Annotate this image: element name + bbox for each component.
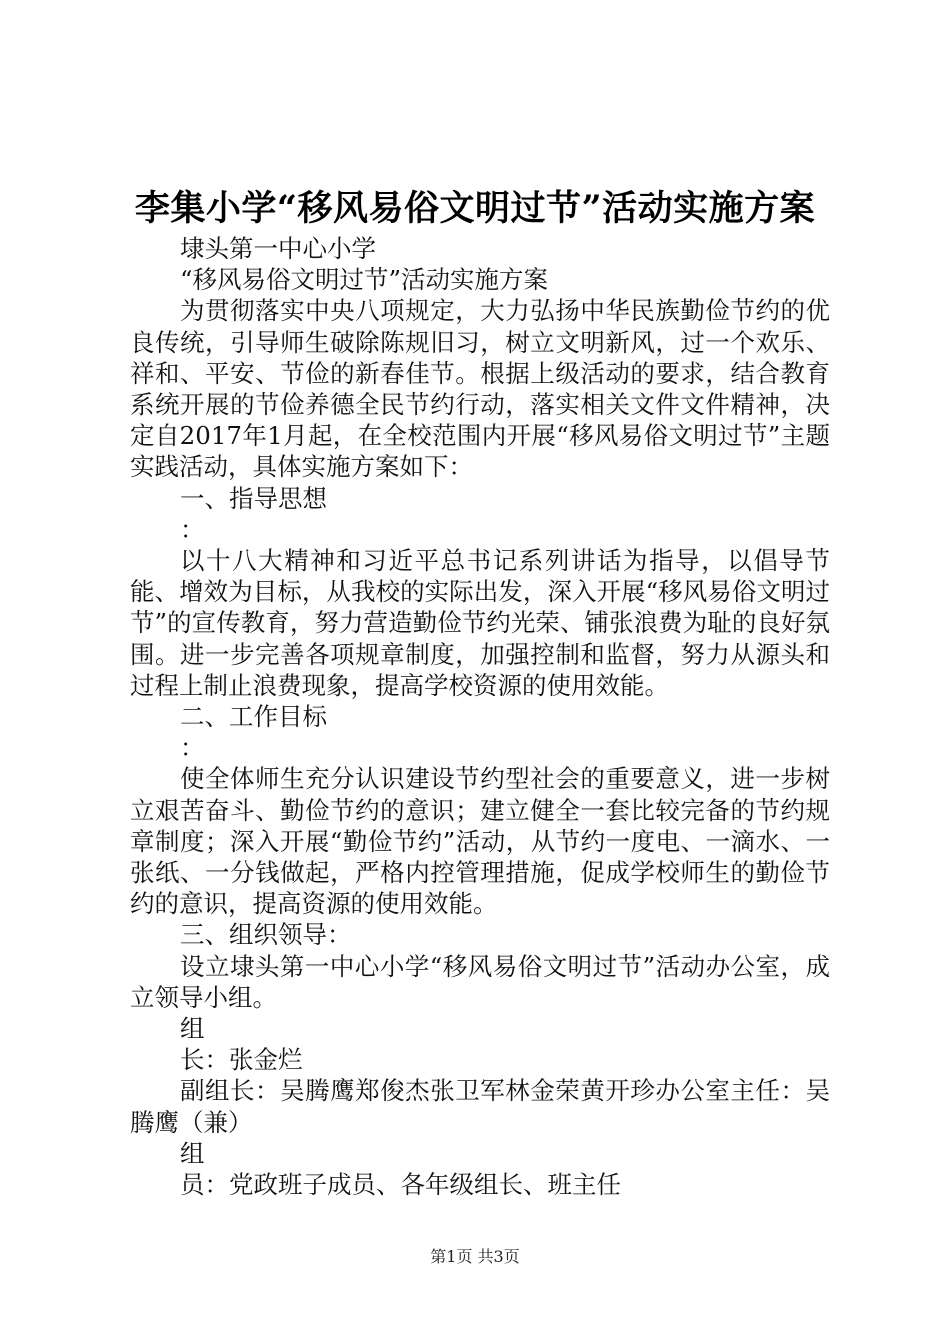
section-heading: 三、组织领导： [180,920,352,950]
paragraph: 为贯彻落实中央八项规定，大力弘扬中华民族勤俭节约的优良传统，引导师生破除陈规旧习，树立文明新风，过一个欢乐、祥和、平安、节俭的新春佳节。根据上级活动的要求，结合教育系统开展的节俭养德全民节约行动，落实相关文件文件精神，决定自2017年1月起，在全校范围内开展“移风易俗文明过节”主题实践活动，具体实施方案如下： [130,296,830,482]
document-body [130,233,830,1200]
section-heading: 二、工作目标 [180,702,327,732]
paragraph: 以十八大精神和习近平总书记系列讲话为指导，以倡导节能、增效为目标，从我校的实际出发，深入开展“移风易俗文明过节”的宣传教育，努力营造勤俭节约光荣、铺张浪费为耻的良好氛围。进一步完善各项规章制度，加强控制和监督，努力从源头和过程上制止浪费现象，提高学校资源的使用效能。 [130,546,830,700]
document-title: 李集小学“移风易俗文明过节”活动实施方案 [134,188,816,229]
paragraph: 使全体师生充分认识建设节约型社会的重要意义，进一步树立艰苦奋斗、勤俭节约的意识；建立健全一套比较完备的节约规章制度；深入开展“勤俭节约”活动，从节约一度电、一滴水、一张纸、一分钱做起，严格内控管理措施，促成学校师生的勤俭节约的意识，提高资源的使用效能。 [130,764,830,919]
paragraph: ： [180,514,205,544]
section-heading: 一、指导思想 [180,483,327,513]
paragraph: 设立埭头第一中心小学“移风易俗文明过节”活动办公室，成立领导小组。 [130,951,830,1012]
paragraph: ： [180,733,205,763]
paragraph: 组 [180,1138,205,1168]
paragraph: 员：党政班子成员、各年级组长、班主任 [180,1170,621,1200]
paragraph: 副组长：吴腾鹰郑俊杰张卫军林金荣黄开珍办公室主任：吴腾鹰（兼） [130,1076,830,1137]
paragraph: 组 [180,1014,205,1044]
paragraph: “移风易俗文明过节”活动实施方案 [180,265,549,295]
paragraph: 长：张金烂 [180,1045,303,1075]
paragraph: 埭头第一中心小学 [180,234,376,263]
page-footer: 第1页 共3页 [430,1247,520,1266]
